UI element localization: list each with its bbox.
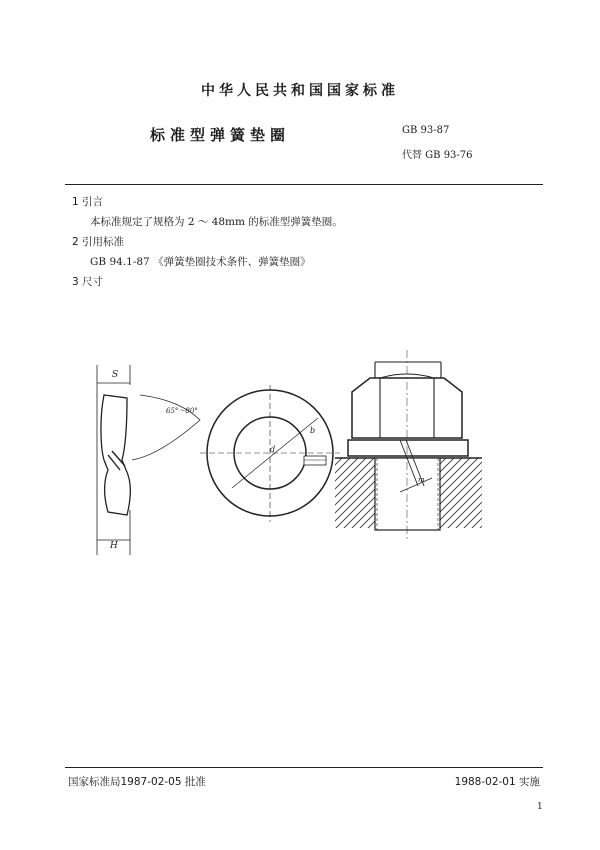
approval-date: 国家标准局1987-02-05 批准 xyxy=(68,776,206,788)
label-diameter-d: d xyxy=(270,445,276,454)
replaces-code: 代替 GB 93-76 xyxy=(402,150,473,161)
washer-side-view xyxy=(97,365,200,555)
implementation-date: 1988-02-01 实施 xyxy=(454,776,540,788)
label-m: m xyxy=(418,476,425,484)
bolt-assembly-view xyxy=(335,350,482,540)
page-number: 1 xyxy=(537,802,543,812)
footer-divider xyxy=(65,767,543,768)
standard-title: 标准型弹簧垫圈 xyxy=(150,126,291,144)
section-heading-references: 2 引用标准 xyxy=(72,236,125,248)
label-height-h: H xyxy=(110,541,118,551)
label-thickness-s: S xyxy=(112,370,119,380)
label-width-b: b xyxy=(310,426,316,435)
label-angle: 65°～80° xyxy=(166,407,198,415)
section-heading-intro: 1 引言 xyxy=(72,196,104,208)
national-standard-heading: 中华人民共和国国家标准 xyxy=(201,83,399,99)
section-heading-dimensions: 3 尺寸 xyxy=(72,276,104,288)
standard-code: GB 93-87 xyxy=(402,125,450,136)
section-body-intro: 本标准规定了规格为 2 ～ 48mm 的标准型弹簧垫圈。 xyxy=(90,216,343,228)
section-body-references: GB 94.1-87 《弹簧垫圈技术条件、弹簧垫圈》 xyxy=(90,256,311,268)
